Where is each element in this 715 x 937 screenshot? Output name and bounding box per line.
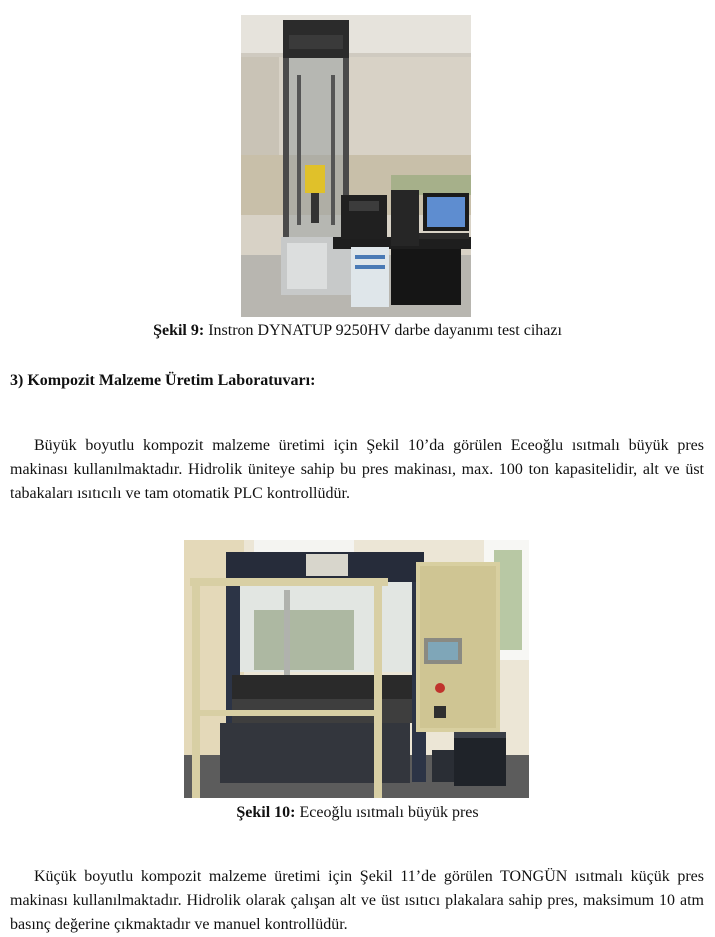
- figure-10-label: Şekil 10:: [236, 804, 296, 821]
- press-photo-illustration: [184, 540, 529, 798]
- figure-9-label: Şekil 9:: [153, 322, 205, 339]
- figure-9-photo: [241, 15, 471, 317]
- figure-9-caption: [0, 322, 715, 340]
- instron-photo-illustration: [241, 15, 471, 317]
- paragraph-2: Küçük boyutlu kompozit malzeme üretimi için Şekil 11’de görülen TONGÜN ısıtmalı küçük pres makinası kullanılmaktadır. Hidrolik olarak çalışan alt ve üst ısıtıcı plakalara sahip pres, maksimum 10 atm basınç değerine çıkmaktadır ve manuel kontrollüdür.: [10, 868, 704, 933]
- figure-9-caption-text: Instron DYNATUP 9250HV darbe dayanımı test cihazı: [208, 322, 562, 339]
- figure-10-caption-text: Eceoğlu ısıtmalı büyük pres: [299, 804, 479, 821]
- section-heading: 3) Kompozit Malzeme Üretim Laboratuvarı:: [10, 372, 316, 389]
- figure-10-photo: [184, 540, 529, 798]
- paragraph-1: Büyük boyutlu kompozit malzeme üretimi için Şekil 10’da görülen Eceoğlu ısıtmalı büyük pres makinası kullanılmaktadır. Hidrolik üniteye sahip bu pres makinası, max. 100 ton kapasitelidir, alt ve üst tabakaları ısıtıcılı ve tam otomatik PLC kontrollüdür.: [10, 437, 704, 502]
- figure-10-caption: [0, 804, 715, 822]
